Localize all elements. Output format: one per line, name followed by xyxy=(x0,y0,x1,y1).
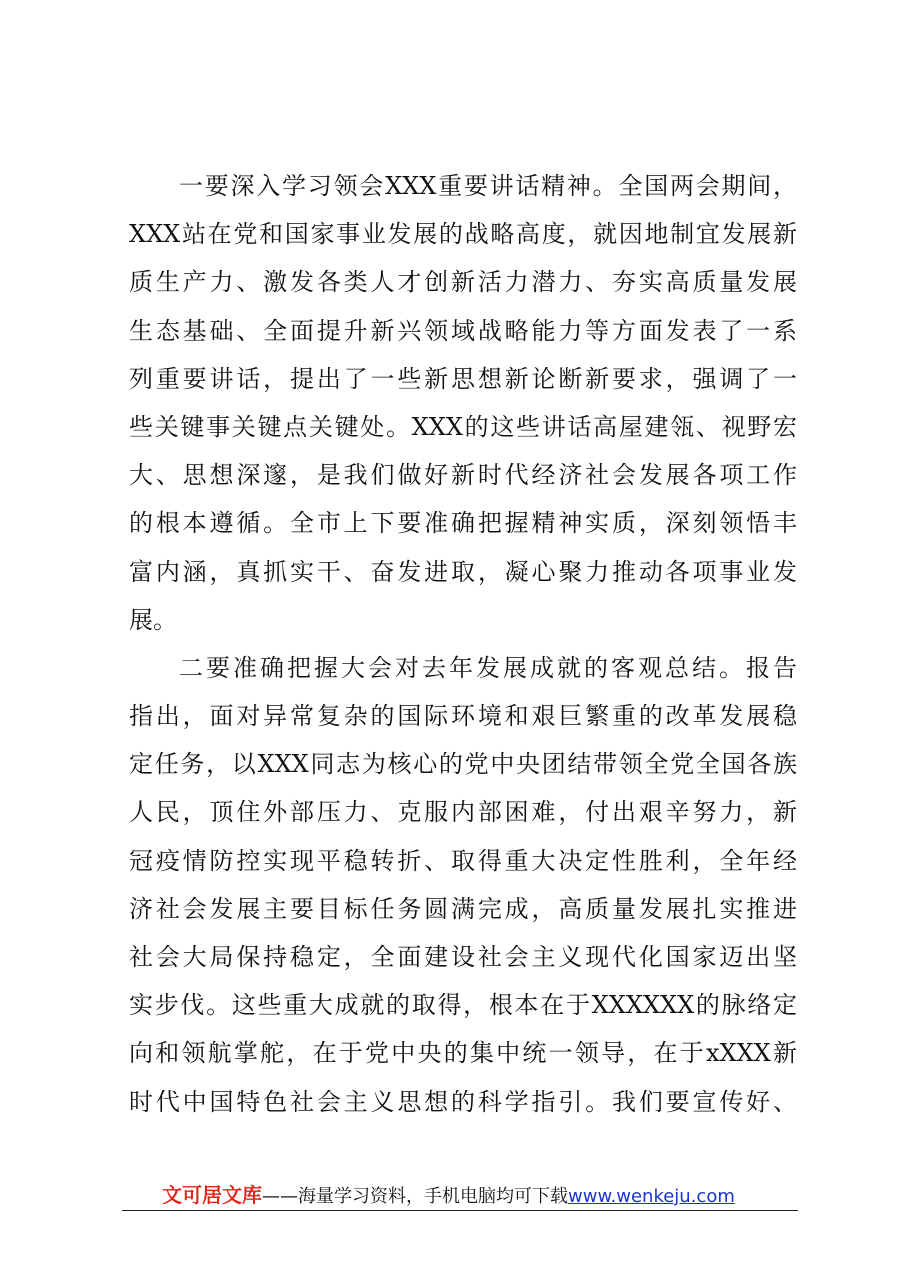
paragraph-line: 指出，面对异常复杂的国际环境和艰巨繁重的改革发展稳 xyxy=(129,702,797,731)
footer-tagline: ——海量学习资料，手机电脑均可下载 xyxy=(262,1186,568,1207)
paragraph-line: 生态基础、全面提升新兴领域战略能力等方面发表了一系 xyxy=(129,316,797,345)
paragraph-line: 富内涵，真抓实干、奋发进取，凝心聚力推动各项事业发 xyxy=(129,557,797,586)
paragraph-line: 定任务，以XXX同志为核心的党中央团结带领全党全国各族 xyxy=(129,750,797,779)
paragraph-line: 实步伐。这些重大成就的取得，根本在于XXXXXX的脉络定 xyxy=(129,991,797,1020)
paragraph-line: 人民，顶住外部压力、克服内部困难，付出艰辛努力，新 xyxy=(129,798,797,827)
paragraph-line: 质生产力、激发各类人才创新活力潜力、夯实高质量发展 xyxy=(129,268,797,297)
paragraph-line: 向和领航掌舵，在于党中央的集中统一领导，在于xXXX新 xyxy=(129,1039,797,1068)
paragraph-line: XXX站在党和国家事业发展的战略高度，就因地制宜发展新 xyxy=(129,220,797,249)
paragraph-line: 的根本遵循。全市上下要准确把握精神实质，深刻领悟丰 xyxy=(129,509,797,538)
paragraph-line: 社会大局保持稳定，全面建设社会主义现代化国家迈出坚 xyxy=(129,943,797,971)
paragraph-line: 些关键事关键点关键处。XXX的这些讲话高屋建瓴、视野宏 xyxy=(129,412,797,441)
paragraph-line: 展。 xyxy=(129,605,177,634)
footer-divider xyxy=(122,1210,798,1211)
page-footer xyxy=(122,1180,798,1212)
paragraph-1 xyxy=(129,162,797,644)
paragraph-line: 济社会发展主要目标任务圆满完成，高质量发展扎实推进 xyxy=(129,894,797,923)
footer-text xyxy=(162,1182,735,1210)
paragraph-line: 大、思想深邃，是我们做好新时代经济社会发展各项工作 xyxy=(129,461,797,490)
paragraph-line: 一要深入学习领会XXX重要讲话精神。全国两会期间， xyxy=(179,172,797,200)
document-body xyxy=(129,162,797,1126)
paragraph-line: 二要准确把握大会对去年发展成就的客观总结。报告 xyxy=(179,653,797,682)
paragraph-2 xyxy=(129,644,797,1126)
paragraph-line: 时代中国特色社会主义思想的科学指引。我们要宣传好、 xyxy=(129,1087,797,1116)
footer-brand: 文可居文库 xyxy=(162,1183,262,1207)
paragraph-line: 冠疫情防控实现平稳转折、取得重大决定性胜利，全年经 xyxy=(129,846,797,875)
footer-site-link[interactable]: www.wenkeju.com xyxy=(568,1186,735,1207)
paragraph-line: 列重要讲话，提出了一些新思想新论断新要求，强调了一 xyxy=(129,364,797,393)
